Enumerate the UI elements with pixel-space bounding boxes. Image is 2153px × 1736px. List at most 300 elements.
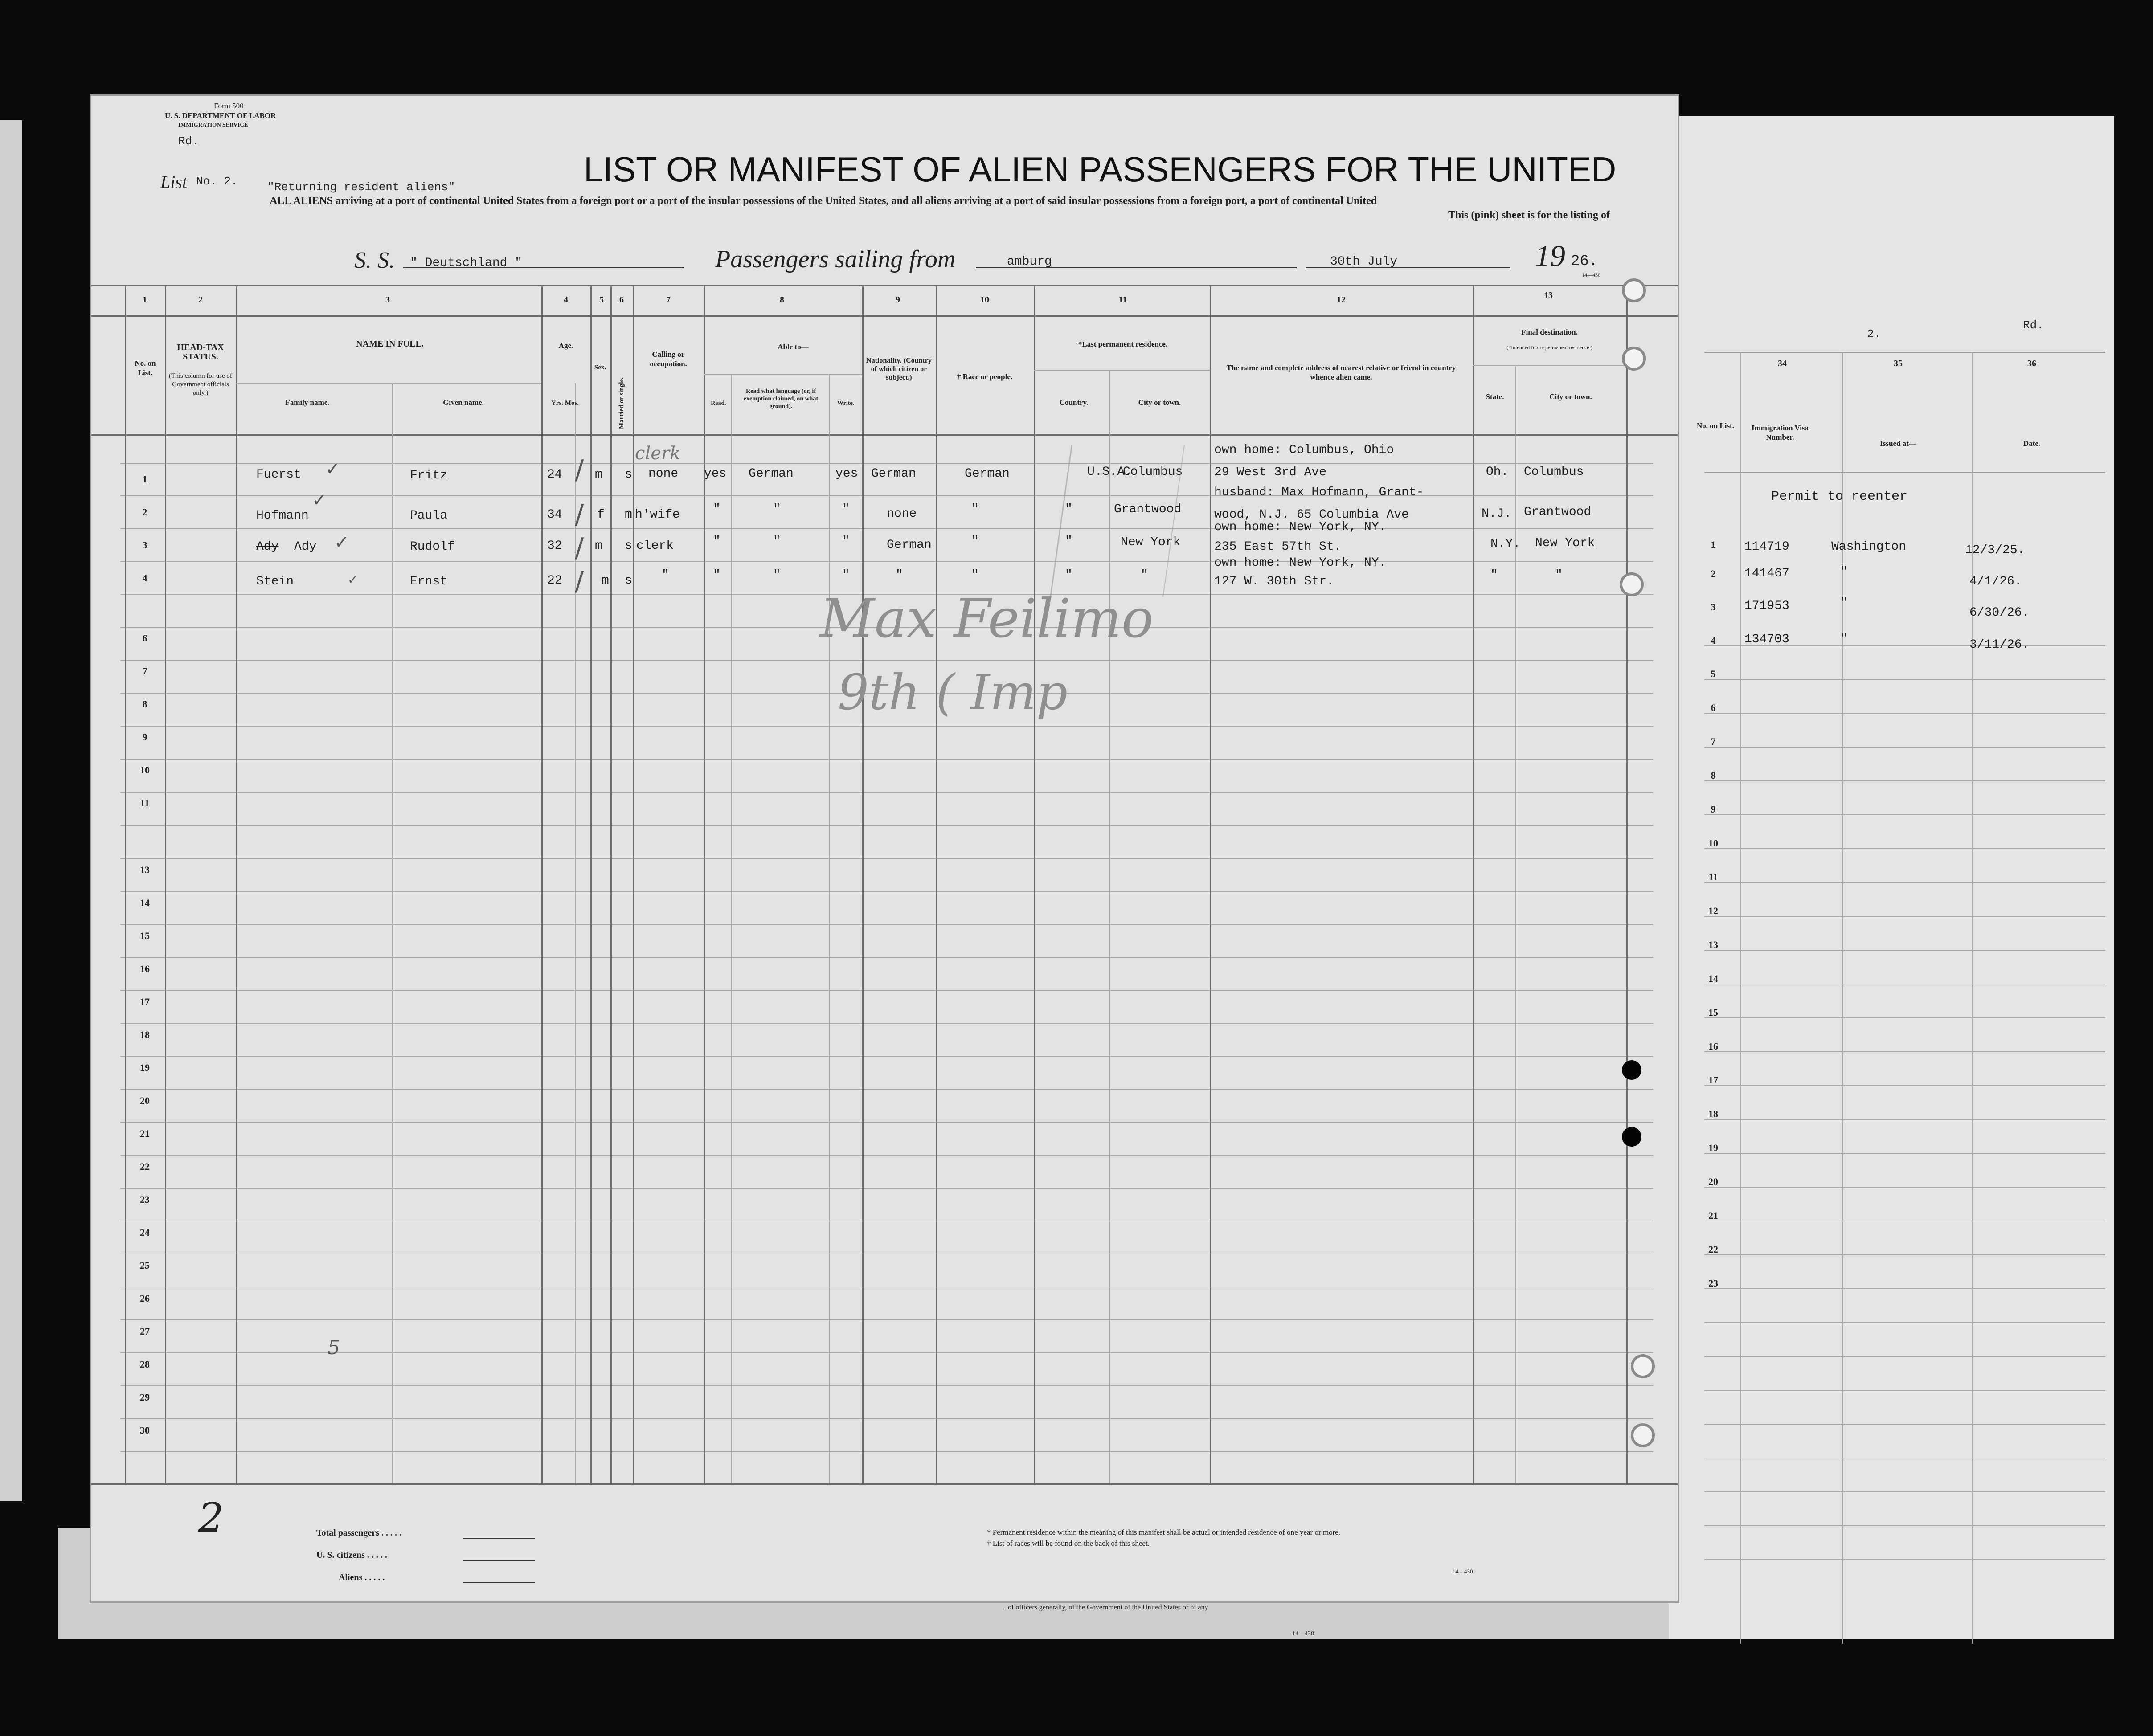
write: " xyxy=(842,502,850,516)
row-number: 11 xyxy=(140,797,150,809)
right-row-number: 23 xyxy=(1708,1278,1718,1289)
calling: clerk xyxy=(636,539,674,553)
dest-city: New York xyxy=(1535,536,1595,550)
write: " xyxy=(842,535,850,548)
calling: " xyxy=(662,568,669,582)
header-nationality: Nationality. (Country of which citizen or subject.) xyxy=(866,357,932,381)
header-head-tax-note: (This column for use of Government officials only.) xyxy=(169,372,232,396)
right-rule xyxy=(1704,713,2105,714)
header-read: Read. xyxy=(711,400,726,407)
row-number: 19 xyxy=(140,1062,150,1073)
row-number: 24 xyxy=(140,1227,150,1238)
right-rule xyxy=(1704,814,2105,815)
right-rule xyxy=(1704,1288,2105,1289)
right-row-number: 12 xyxy=(1708,905,1718,916)
punch-hole-dark xyxy=(1622,1060,1641,1080)
row-number: 15 xyxy=(140,930,150,941)
married: s xyxy=(625,468,632,482)
header-dest-city: City or town. xyxy=(1549,392,1592,401)
row-rule xyxy=(120,1451,1653,1452)
right-rule xyxy=(1704,1051,2105,1052)
calling: none xyxy=(648,467,679,481)
col-rule xyxy=(704,285,705,1483)
header-city: City or town. xyxy=(1138,398,1181,407)
us-citizens-line xyxy=(463,1560,535,1561)
row-rule xyxy=(120,1155,1653,1156)
right-row-number: 20 xyxy=(1708,1176,1718,1187)
nationality: none xyxy=(887,507,917,521)
col-rule xyxy=(1473,285,1474,1483)
right-rule xyxy=(1704,1424,2105,1425)
row-rule xyxy=(120,561,1653,562)
relative-line1: own home: Columbus, Ohio xyxy=(1214,443,1394,457)
right-rule xyxy=(1704,1356,2105,1357)
dest-sub-rule xyxy=(1473,365,1626,366)
sex: f xyxy=(597,508,605,522)
col-rule xyxy=(392,383,393,1483)
visa-date: 3/11/26. xyxy=(1969,638,2030,652)
punch-hole xyxy=(1631,1423,1655,1447)
checkmark-icon: ✓ xyxy=(312,490,327,511)
right-rule xyxy=(1704,882,2105,883)
sex: m xyxy=(595,468,602,482)
total-passengers-line xyxy=(463,1538,535,1539)
header-race: † Race or people. xyxy=(957,372,1013,381)
checkmark-icon: / xyxy=(575,499,584,530)
footnote-1: * Permanent residence within the meaning of this manifest shall be actual or intended residence of one year or more. xyxy=(987,1528,1341,1536)
permit-note: Permit to reenter xyxy=(1771,489,1908,504)
right-sheet xyxy=(1669,116,2114,1639)
punch-hole xyxy=(1631,1354,1655,1378)
right-row-number: 15 xyxy=(1708,1007,1718,1018)
checkmark-icon: ✓ xyxy=(334,532,349,553)
nationality: " xyxy=(896,568,903,582)
right-rule xyxy=(1704,1525,2105,1526)
pink-note: This (pink) sheet is for the listing of xyxy=(1448,209,1610,221)
header-state: State. xyxy=(1486,392,1504,401)
row-number: 26 xyxy=(140,1293,150,1304)
row-number: 29 xyxy=(140,1392,150,1403)
residence-sub-rule xyxy=(1034,370,1210,371)
relative-line1: own home: New York, NY. xyxy=(1214,556,1387,570)
right-rule xyxy=(1704,747,2105,748)
header-given-name: Given name. xyxy=(443,398,484,407)
ship-name: " Deutschland " xyxy=(410,256,523,270)
right-col-36: 36 xyxy=(2027,359,2036,368)
col-number: 9 xyxy=(896,295,900,305)
race: " xyxy=(971,535,979,548)
issued-at: " xyxy=(1840,565,1848,579)
write: " xyxy=(842,568,850,582)
row-rule xyxy=(120,891,1653,892)
list-label: List xyxy=(160,172,188,192)
header-final-destination: Final destination. xyxy=(1521,328,1578,336)
right-rule xyxy=(1704,679,2105,680)
row-number: 2 xyxy=(142,507,147,518)
row-rule xyxy=(120,1319,1653,1320)
family-name: Fuerst xyxy=(256,468,301,482)
row-number: 30 xyxy=(140,1425,150,1436)
row-rule xyxy=(120,792,1653,793)
checkmark-icon: / xyxy=(575,454,584,486)
language: " xyxy=(773,535,781,548)
right-row-number: 21 xyxy=(1708,1210,1718,1221)
right-rule xyxy=(1704,472,2105,473)
row-rule xyxy=(120,1418,1653,1419)
row-rule xyxy=(120,726,1653,727)
right-entry-no: 4 xyxy=(1711,635,1716,646)
punch-hole xyxy=(1622,347,1646,371)
right-vline xyxy=(1740,352,1741,1644)
col-rule xyxy=(590,285,592,1483)
relative-line2: 29 West 3rd Ave xyxy=(1214,466,1327,479)
city: " xyxy=(1141,568,1148,582)
read: yes xyxy=(704,467,727,481)
write: yes xyxy=(835,467,858,481)
table-bottom-rule xyxy=(91,1483,1678,1485)
col-number: 4 xyxy=(564,295,568,305)
read: " xyxy=(713,568,720,582)
aliens-line xyxy=(463,1582,535,1583)
col-rule xyxy=(610,285,612,1483)
right-rule xyxy=(1704,848,2105,849)
married: s xyxy=(625,539,632,553)
handwritten-signature: Max Feilimo xyxy=(820,588,1154,650)
right-visa-header: Immigration Visa Number. xyxy=(1752,424,1809,441)
able-sub-rule xyxy=(704,374,862,375)
col-rule xyxy=(165,285,166,1483)
header-yrs-mos: Yrs. Mos. xyxy=(551,400,579,407)
row-rule xyxy=(120,1122,1653,1123)
row-number: 20 xyxy=(140,1095,150,1106)
visa-number: 114719 xyxy=(1744,540,1789,554)
country: " xyxy=(1065,502,1072,516)
right-rule xyxy=(1704,1491,2105,1492)
right-col-34: 34 xyxy=(1778,359,1787,368)
col-rule xyxy=(1626,285,1628,1483)
city: Grantwood xyxy=(1114,502,1182,516)
language: German xyxy=(749,467,794,481)
row-rule xyxy=(120,1352,1653,1353)
right-rule xyxy=(1704,950,2105,951)
family-name-struck: Ady xyxy=(256,540,279,554)
calling: h'wife xyxy=(635,508,680,522)
col-number: 11 xyxy=(1118,295,1127,305)
header-age: Age. xyxy=(558,341,573,350)
age: 34 xyxy=(547,508,562,522)
right-entry-no: 1 xyxy=(1711,539,1716,550)
given-name: Fritz xyxy=(410,469,448,482)
right-row-number: 5 xyxy=(1711,668,1716,679)
row-number: 23 xyxy=(140,1194,150,1205)
col-number: 10 xyxy=(980,295,989,305)
issued-at: " xyxy=(1840,596,1848,610)
visa-number: 134703 xyxy=(1744,633,1789,646)
col-rule xyxy=(1034,285,1035,1483)
right-rule xyxy=(1704,1254,2105,1255)
col-rule xyxy=(1210,285,1211,1483)
row-number: 9 xyxy=(142,731,147,743)
dest-city: Columbus xyxy=(1524,465,1584,479)
row-number: 8 xyxy=(142,698,147,710)
port-name: amburg xyxy=(1007,255,1052,269)
right-entry-no: 3 xyxy=(1711,601,1716,613)
rd-mark: Rd. xyxy=(178,135,199,148)
header-family-name: Family name. xyxy=(285,398,330,407)
handwritten-clerk: clerk xyxy=(635,443,681,464)
row-rule xyxy=(120,825,1653,826)
visa-date: 12/3/25. xyxy=(1965,543,2025,557)
sail-date: 30th July xyxy=(1330,255,1398,269)
total-passengers: Total passengers . . . . . xyxy=(316,1528,401,1538)
row-number: 3 xyxy=(142,539,147,551)
checkmark-icon: / xyxy=(575,566,584,597)
language: " xyxy=(773,502,781,516)
issued-at: " xyxy=(1840,632,1848,645)
family-name: Hofmann xyxy=(256,509,309,523)
age: 24 xyxy=(547,468,562,482)
manifest-sheet xyxy=(91,96,1678,1601)
header-sex: Sex. xyxy=(594,364,606,371)
right-date-header: Date. xyxy=(2023,439,2041,448)
checkmark-icon: ✓ xyxy=(348,572,358,587)
col-number: 3 xyxy=(385,295,390,305)
right-row-number: 7 xyxy=(1711,736,1716,747)
header-name-in-full: NAME IN FULL. xyxy=(356,339,424,349)
row-number: 13 xyxy=(140,864,150,875)
right-row-number: 8 xyxy=(1711,770,1716,781)
table-colnum-rule xyxy=(91,315,1678,317)
row-number: 21 xyxy=(140,1128,150,1139)
row-number: 17 xyxy=(140,996,150,1007)
married: s xyxy=(625,574,632,588)
right-rule xyxy=(1704,1119,2105,1120)
right-rule xyxy=(1704,1187,2105,1188)
given-name: Rudolf xyxy=(410,540,455,554)
handwritten-signature-line2: 9th ( Imp xyxy=(838,664,1068,721)
service: IMMIGRATION SERVICE xyxy=(178,121,248,128)
handwritten-margin-2: 2 xyxy=(198,1495,224,1541)
right-issued-header: Issued at— xyxy=(1880,439,1916,448)
read: " xyxy=(713,502,720,516)
row-number: 14 xyxy=(140,897,150,908)
city: Columbus xyxy=(1123,465,1183,479)
row-number: 27 xyxy=(140,1326,150,1337)
right-col-35: 35 xyxy=(1894,359,1903,368)
read: " xyxy=(713,535,720,548)
col-rule xyxy=(731,374,732,1483)
handwritten-annotation xyxy=(1050,445,1185,597)
col-rule xyxy=(541,285,543,1483)
country: " xyxy=(1065,535,1072,548)
col-number: 13 xyxy=(1544,290,1553,300)
left-sheet-edge xyxy=(0,120,22,1501)
country: " xyxy=(1065,568,1072,582)
row-rule xyxy=(120,1089,1653,1090)
sailing-label: Passengers sailing from xyxy=(715,245,956,273)
given-name: Ernst xyxy=(410,575,448,588)
right-rule xyxy=(1704,1017,2105,1018)
country: U.S.A. xyxy=(1087,465,1132,479)
row-number: 25 xyxy=(140,1260,150,1271)
under-text: ...of officers generally, of the Government of the United States or of any xyxy=(1003,1604,1208,1611)
header-married: Married or single. xyxy=(618,377,625,429)
aliens: Aliens . . . . . xyxy=(339,1573,385,1582)
row-rule xyxy=(120,1385,1653,1386)
row-rule xyxy=(120,924,1653,925)
header-relative: The name and complete address of nearest relative or friend in country whence alien came. xyxy=(1226,364,1456,381)
row-rule xyxy=(120,660,1653,661)
col-rule xyxy=(1515,365,1516,1483)
visa-date: 6/30/26. xyxy=(1969,606,2030,620)
right-rule xyxy=(1704,1390,2105,1391)
row-number: 18 xyxy=(140,1029,150,1040)
relative-line2: 235 East 57th St. xyxy=(1214,540,1342,554)
header-write: Write. xyxy=(837,400,855,407)
manifest-subtitle: ALL ALIENS arriving at a port of continental United States from a foreign port or a port of the insular possessions of the United States, and all aliens arriving at a port of said insular possessions from a foreign port, a port of continental United xyxy=(270,195,1377,207)
city: New York xyxy=(1121,535,1181,549)
right-row-number: 13 xyxy=(1708,939,1718,950)
year-suffix: 26. xyxy=(1571,253,1598,270)
col-number: 2 xyxy=(198,295,203,305)
header-no-on-list: No. on List. xyxy=(135,359,156,377)
sex: m xyxy=(595,539,602,553)
family-name: Ady xyxy=(294,540,317,554)
dest-city: " xyxy=(1555,568,1563,582)
given-name: Paula xyxy=(410,509,448,523)
list-type: "Returning resident aliens" xyxy=(267,180,455,194)
right-row-number: 11 xyxy=(1708,871,1718,882)
visa-date: 4/1/26. xyxy=(1969,575,2022,588)
header-read-language: Read what language (or, if exemption claimed, on what ground). xyxy=(743,388,819,410)
col-rule xyxy=(125,285,126,1483)
right-rule xyxy=(1704,916,2105,917)
race: " xyxy=(971,502,979,516)
name-sub-rule xyxy=(236,383,541,384)
col-rule xyxy=(633,285,634,1483)
ss-label: S. S. xyxy=(354,248,395,273)
right-entry-no: 2 xyxy=(1711,568,1716,579)
table-header-rule xyxy=(91,434,1678,436)
right-row-number: 18 xyxy=(1708,1108,1718,1119)
row-rule xyxy=(120,1056,1653,1057)
issued-at: Washington xyxy=(1831,540,1907,554)
row-rule xyxy=(120,463,1653,464)
form-code: 14—430 xyxy=(1582,272,1600,278)
sex: m xyxy=(602,574,609,588)
right-no-on-list: No. on List. xyxy=(1696,421,1735,430)
table-top-rule xyxy=(91,285,1678,286)
col-number: 1 xyxy=(143,295,147,305)
family-name: Stein xyxy=(256,575,294,588)
right-row-number: 16 xyxy=(1708,1041,1718,1052)
col-number: 12 xyxy=(1337,295,1346,305)
language: " xyxy=(773,568,781,582)
nationality: German xyxy=(887,538,932,552)
right-rule xyxy=(1704,1153,2105,1154)
relative-line2: 127 W. 30th Str. xyxy=(1214,575,1334,588)
dest-state: " xyxy=(1490,568,1498,582)
dest-city: Grantwood xyxy=(1524,505,1592,519)
right-row-number: 10 xyxy=(1708,837,1718,849)
header-head-tax: HEAD-TAX STATUS. xyxy=(177,343,224,362)
header-calling: Calling or occupation. xyxy=(650,350,687,368)
relative-line2: wood, N.J. 65 Columbia Ave xyxy=(1214,508,1409,522)
dest-state: Oh. xyxy=(1486,465,1509,479)
col-number: 5 xyxy=(599,295,604,305)
right-rule xyxy=(1704,1559,2105,1560)
relative-line1: husband: Max Hofmann, Grant- xyxy=(1214,486,1424,499)
right-rule xyxy=(1704,1085,2105,1086)
row-number: 4 xyxy=(142,572,147,584)
dest-state: N.J. xyxy=(1482,507,1512,521)
footnote-2: † List of races will be found on the back of this sheet. xyxy=(987,1539,1150,1548)
col-number: 8 xyxy=(780,295,784,305)
row-number: 22 xyxy=(140,1161,150,1172)
manifest-title: LIST OR MANIFEST OF ALIEN PASSENGERS FOR THE UNITED xyxy=(584,150,1617,189)
checkmark-icon: / xyxy=(575,532,584,564)
race: German xyxy=(965,467,1010,481)
visa-number: 141467 xyxy=(1744,567,1789,580)
header-country: Country. xyxy=(1059,398,1089,407)
right-row-number: 22 xyxy=(1708,1244,1718,1255)
form-number: Form 500 xyxy=(214,102,244,110)
list-number: No. 2. xyxy=(196,175,238,188)
row-rule xyxy=(120,990,1653,991)
nationality: German xyxy=(871,467,916,481)
handwritten-margin-5: 5 xyxy=(327,1336,340,1359)
punch-hole-dark xyxy=(1622,1127,1641,1147)
row-number: 10 xyxy=(140,764,150,776)
right-rd: Rd. xyxy=(2023,319,2044,332)
col-rule xyxy=(236,285,237,1483)
relative-line1: own home: New York, NY. xyxy=(1214,520,1387,534)
row-number: 1 xyxy=(142,474,147,485)
right-rule xyxy=(1704,1322,2105,1323)
row-number: 28 xyxy=(140,1359,150,1370)
checkmark-icon: ✓ xyxy=(325,459,340,479)
us-citizens: U. S. citizens . . . . . xyxy=(316,1550,387,1560)
row-number: 7 xyxy=(142,666,147,677)
col-rule xyxy=(829,374,830,1483)
row-rule xyxy=(120,957,1653,958)
under-code: 14—430 xyxy=(1292,1630,1314,1637)
row-rule xyxy=(120,528,1653,529)
right-row-number: 17 xyxy=(1708,1074,1718,1086)
right-page-num: 2. xyxy=(1867,327,1881,341)
col-number: 7 xyxy=(666,295,671,305)
right-row-number: 9 xyxy=(1711,804,1716,815)
right-row-number: 19 xyxy=(1708,1142,1718,1153)
age: 32 xyxy=(547,539,562,553)
age: 22 xyxy=(547,574,562,588)
visa-number: 171953 xyxy=(1744,599,1789,613)
row-rule xyxy=(120,1023,1653,1024)
row-number: 6 xyxy=(142,633,147,644)
race: " xyxy=(971,568,979,582)
right-rule xyxy=(1704,780,2105,781)
department: U. S. DEPARTMENT OF LABOR xyxy=(165,111,276,120)
married: m xyxy=(625,508,632,522)
row-rule xyxy=(120,858,1653,859)
year-prefix: 19 xyxy=(1535,239,1565,273)
header-final-note: (*Intended future permanent residence.) xyxy=(1506,344,1592,351)
row-rule xyxy=(120,1188,1653,1189)
right-rule xyxy=(1704,352,2105,353)
row-number: 16 xyxy=(140,963,150,974)
col-number: 6 xyxy=(619,295,624,305)
header-able-to: Able to— xyxy=(778,343,809,351)
